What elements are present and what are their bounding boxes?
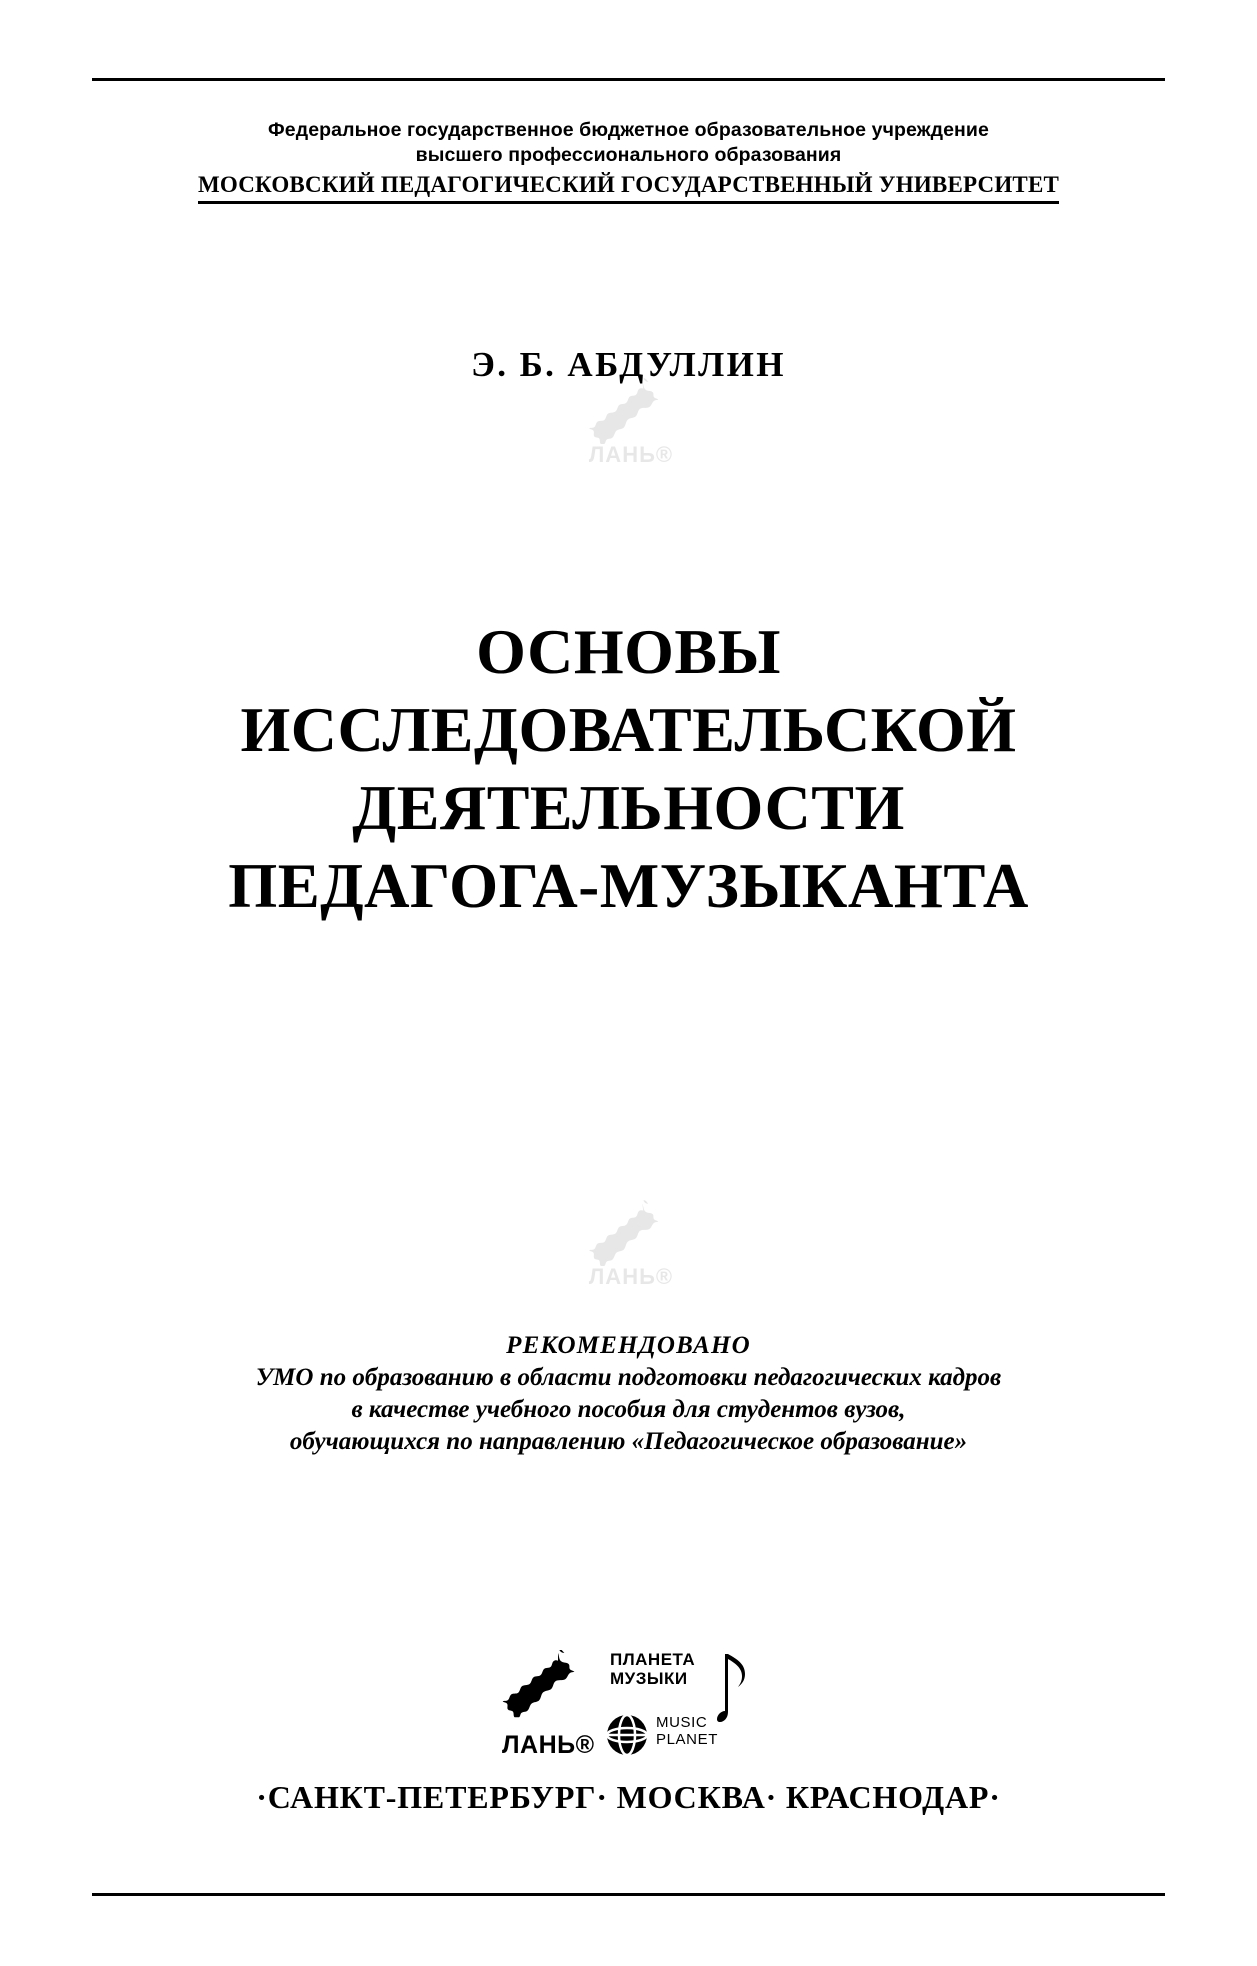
deer-watermark-icon [585, 378, 677, 468]
university-name: МОСКОВСКИЙ ПЕДАГОГИЧЕСКИЙ ГОСУДАРСТВЕННЫЙ УНИВЕРСИТЕТ [197, 172, 1060, 197]
recommendation-block [92, 1330, 1165, 1458]
cities-line: ·САНКТ-ПЕТЕРБУРГ· МОСКВА· КРАСНОДАР· [256, 1779, 1001, 1815]
watermark-label-secondary: ЛАНЬ® [588, 1264, 674, 1289]
lan-logo-text: ЛАНЬ® [502, 1731, 595, 1759]
page-title [92, 613, 1165, 925]
university-name-wrapper [198, 171, 1059, 204]
deer-watermark-icon-secondary [585, 1200, 677, 1290]
publisher-logos [0, 1650, 1257, 1760]
lan-publisher-logo [502, 1650, 595, 1760]
planeta-line-1: ПЛАНЕТА [610, 1650, 696, 1669]
music-note-icon [717, 1654, 751, 1728]
bottom-rule [92, 1893, 1165, 1896]
title-line-2: ИССЛЕДОВАТЕЛЬСКОЙ [240, 693, 1017, 765]
top-rule [92, 78, 1165, 81]
music-planet-line-1: MUSIC [656, 1714, 708, 1731]
title-line-1: ОСНОВЫ [476, 615, 781, 687]
watermark-label: ЛАНЬ® [588, 442, 674, 467]
planeta-line-2: МУЗЫКИ [610, 1669, 688, 1688]
recommendation-heading: РЕКОМЕНДОВАНО [506, 1332, 751, 1359]
title-line-4: ПЕДАГОГА-МУЗЫКАНТА [228, 850, 1029, 921]
author-name: Э. Б. АБДУЛЛИН [471, 345, 786, 384]
recommendation-line-3: обучающихся по направлению «Педагогическое образование» [289, 1428, 968, 1455]
music-planet-line-2: PLANET [656, 1731, 718, 1748]
globe-icon [606, 1714, 648, 1756]
recommendation-line-1: УМО по образованию в области подготовки педагогических кадров [255, 1364, 1002, 1391]
title-line-3: ДЕЯТЕЛЬНОСТИ [352, 771, 905, 843]
institution-block [92, 118, 1165, 204]
institution-line-2: высшего профессионального образования [415, 144, 842, 166]
institution-line-1: Федеральное государственное бюджетное образовательное учреждение [268, 119, 989, 141]
recommendation-line-2: в качестве учебного пособия для студентов вузов, [351, 1396, 906, 1423]
planeta-muzyki-logo [606, 1650, 755, 1760]
